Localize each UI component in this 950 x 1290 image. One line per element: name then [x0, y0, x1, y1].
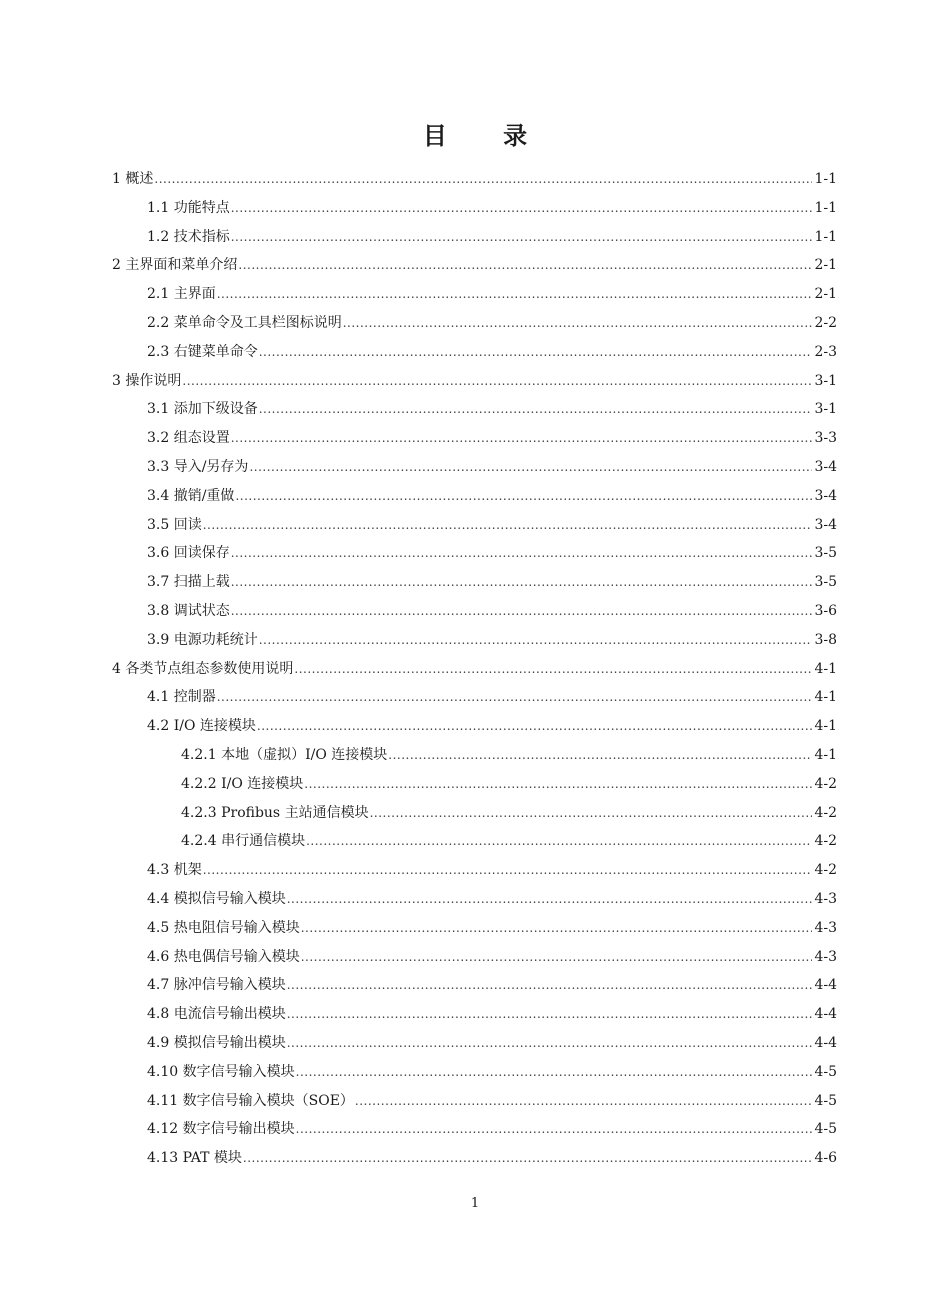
toc-dot-leader — [306, 827, 812, 856]
toc-dot-leader — [287, 885, 812, 914]
toc-entry[interactable] — [0, 453, 950, 482]
toc-entry-number: 4.2 — [147, 718, 170, 735]
toc-entry-number: 4.1 — [147, 689, 170, 706]
toc-entry-title: 电流信号输出模块 — [173, 1006, 286, 1023]
toc-dot-leader — [231, 194, 812, 223]
toc-dot-leader — [355, 1087, 812, 1116]
toc-entry-number: 2.3 — [147, 343, 170, 360]
toc-entry[interactable] — [0, 165, 950, 194]
toc-entry[interactable] — [0, 395, 950, 424]
toc-dot-leader — [301, 914, 812, 943]
toc-entry-number: 4.2.3 — [181, 804, 217, 821]
toc-dot-leader — [296, 1115, 812, 1144]
toc-entry-title: 热电偶信号输入模块 — [173, 948, 300, 965]
toc-dot-leader — [231, 424, 812, 453]
toc-dot-leader — [203, 856, 812, 885]
toc-dot-leader — [287, 1029, 812, 1058]
toc-entry-number: 4.2.4 — [181, 833, 217, 850]
toc-entry-page: 2-1 — [814, 257, 837, 274]
toc-entry[interactable] — [0, 482, 950, 511]
toc-entry-title: 主界面和菜单介绍 — [125, 257, 238, 274]
toc-entry-title: 电源功耗统计 — [173, 631, 258, 648]
toc-dot-leader — [370, 799, 812, 828]
toc-dot-leader — [249, 453, 812, 482]
toc-entry-number: 2 — [112, 257, 121, 274]
toc-entry-title: 模拟信号输出模块 — [173, 1034, 286, 1051]
toc-entry-title: 导入/另存为 — [173, 458, 249, 475]
toc-entry-title: 模拟信号输入模块 — [173, 890, 286, 907]
toc-dot-leader — [304, 770, 812, 799]
toc-entry-number: 2.2 — [147, 314, 170, 331]
toc-entry[interactable] — [0, 568, 950, 597]
toc-entry-title: 回读保存 — [173, 545, 230, 562]
toc-dot-leader — [231, 597, 812, 626]
toc-dot-leader — [217, 683, 812, 712]
toc-entry-number: 4.5 — [147, 919, 170, 936]
toc-entry-title: 调试状态 — [173, 602, 230, 619]
toc-entry[interactable] — [0, 1087, 950, 1116]
toc-entry-title: 操作说明 — [125, 372, 182, 389]
toc-entry-title: 技术指标 — [173, 228, 230, 245]
toc-entry-title: 右键菜单命令 — [173, 343, 258, 360]
toc-entry-number: 3.4 — [147, 487, 170, 504]
toc-entry-page: 3-4 — [814, 487, 837, 504]
toc-dot-leader — [294, 655, 812, 684]
toc-entry-number: 4.4 — [147, 890, 170, 907]
toc-entry[interactable] — [0, 223, 950, 252]
toc-entry-page: 4-4 — [814, 977, 837, 994]
toc-entry-page: 3-3 — [814, 430, 837, 447]
toc-dot-leader — [154, 165, 812, 194]
toc-entry[interactable] — [0, 251, 950, 280]
toc-entry[interactable] — [0, 424, 950, 453]
toc-dot-leader — [238, 251, 812, 280]
toc-entry-title: 各类节点组态参数使用说明 — [125, 660, 294, 677]
toc-entry-title: 主界面 — [173, 286, 216, 303]
toc-entry-page: 2-1 — [814, 286, 837, 303]
toc-entry[interactable] — [0, 511, 950, 540]
toc-entry-title: I/O 连接模块 — [173, 718, 256, 735]
toc-entry-page: 2-3 — [814, 343, 837, 360]
toc-entry-title: PAT 模块 — [182, 1150, 242, 1167]
toc-entry-number: 3.8 — [147, 602, 170, 619]
toc-entry-page: 3-4 — [814, 516, 837, 533]
toc-entry-number: 3.7 — [147, 574, 170, 591]
toc-entry-page: 3-5 — [814, 574, 837, 591]
toc-entry[interactable] — [0, 367, 950, 396]
toc-entry-title: 组态设置 — [173, 430, 230, 447]
page-number: 1 — [470, 1196, 480, 1211]
toc-entry-number: 3.1 — [147, 401, 170, 418]
toc-entry-number: 4.13 — [147, 1150, 179, 1167]
toc-dot-leader — [235, 482, 812, 511]
table-of-contents — [0, 165, 950, 1173]
toc-entry-title: 控制器 — [173, 689, 216, 706]
toc-entry-number: 4.3 — [147, 862, 170, 879]
toc-dot-leader — [231, 539, 812, 568]
toc-entry[interactable] — [0, 539, 950, 568]
toc-entry-page: 1-1 — [814, 171, 837, 187]
toc-entry-page: 4-2 — [814, 862, 837, 879]
toc-entry-title: 本地（虚拟）I/O 连接模块 — [221, 746, 388, 763]
toc-entry-page: 3-4 — [814, 458, 837, 475]
toc-entry-page: 4-3 — [814, 919, 837, 936]
toc-entry-page: 4-5 — [814, 1121, 837, 1138]
toc-entry[interactable] — [0, 971, 950, 1000]
toc-entry-number: 4.11 — [147, 1092, 179, 1109]
toc-entry-number: 2.1 — [147, 286, 170, 303]
toc-entry[interactable] — [0, 856, 950, 885]
toc-dot-leader — [243, 1144, 812, 1173]
toc-entry[interactable] — [0, 280, 950, 309]
toc-entry[interactable] — [0, 338, 950, 367]
toc-entry-number: 4.10 — [147, 1063, 179, 1080]
toc-entry-title: Profibus 主站通信模块 — [221, 804, 369, 821]
toc-entry-number: 4.9 — [147, 1034, 170, 1051]
toc-dot-leader — [296, 1058, 812, 1087]
toc-dot-leader — [231, 568, 812, 597]
toc-dot-leader — [182, 367, 812, 396]
toc-dot-leader — [203, 511, 812, 540]
toc-entry-title: 数字信号输出模块 — [182, 1121, 295, 1138]
toc-entry[interactable] — [0, 885, 950, 914]
toc-entry-page: 1-1 — [814, 228, 837, 245]
toc-entry-number: 3.5 — [147, 516, 170, 533]
toc-entry-number: 4.2.1 — [181, 746, 217, 763]
toc-entry-page: 4-4 — [814, 1006, 837, 1023]
toc-entry-number: 4.2.2 — [181, 775, 217, 792]
toc-entry-page: 3-1 — [814, 372, 837, 389]
toc-entry-title: 功能特点 — [173, 199, 230, 216]
toc-entry-page: 4-2 — [814, 775, 837, 792]
toc-dot-leader — [259, 626, 812, 655]
toc-dot-leader — [388, 741, 812, 770]
toc-entry-page: 4-1 — [814, 660, 837, 677]
toc-entry-page: 4-3 — [814, 948, 837, 965]
toc-entry-title: 概述 — [125, 171, 154, 187]
toc-entry-number: 3 — [112, 372, 121, 389]
toc-entry-page: 4-2 — [814, 804, 837, 821]
toc-entry-page: 3-5 — [814, 545, 837, 562]
toc-entry-number: 1 — [112, 171, 121, 187]
toc-entry-page: 2-2 — [814, 314, 837, 331]
toc-entry-number: 3.3 — [147, 458, 170, 475]
toc-entry-number: 1.2 — [147, 228, 170, 245]
toc-entry[interactable] — [0, 741, 950, 770]
toc-entry-number: 3.9 — [147, 631, 170, 648]
toc-entry-title: 脉冲信号输入模块 — [173, 977, 286, 994]
toc-entry-number: 3.2 — [147, 430, 170, 447]
toc-entry-title: 热电阻信号输入模块 — [173, 919, 300, 936]
toc-entry-page: 4-1 — [814, 718, 837, 735]
toc-entry[interactable] — [0, 655, 950, 684]
toc-entry-title: 串行通信模块 — [221, 833, 306, 850]
toc-entry-page: 4-2 — [814, 833, 837, 850]
toc-entry-title: 撤销/重做 — [173, 487, 235, 504]
toc-entry[interactable] — [0, 914, 950, 943]
toc-entry[interactable] — [0, 683, 950, 712]
toc-dot-leader — [259, 395, 812, 424]
toc-entry-number: 4.8 — [147, 1006, 170, 1023]
toc-entry[interactable] — [0, 1144, 950, 1173]
toc-entry-page: 4-1 — [814, 746, 837, 763]
toc-dot-leader — [301, 943, 812, 972]
toc-entry[interactable] — [0, 712, 950, 741]
toc-entry-page: 4-5 — [814, 1092, 837, 1109]
toc-entry-number: 4.7 — [147, 977, 170, 994]
toc-entry-title: 数字信号输入模块 — [182, 1063, 295, 1080]
toc-dot-leader — [231, 223, 812, 252]
toc-entry[interactable] — [0, 1058, 950, 1087]
toc-entry-title: 添加下级设备 — [173, 401, 258, 418]
toc-dot-leader — [343, 309, 812, 338]
toc-entry-number: 3.6 — [147, 545, 170, 562]
toc-entry-title: 回读 — [173, 516, 202, 533]
toc-entry-page: 3-8 — [814, 631, 837, 648]
toc-dot-leader — [217, 280, 812, 309]
toc-entry-page: 3-1 — [814, 401, 837, 418]
toc-entry[interactable] — [0, 194, 950, 223]
toc-dot-leader — [257, 712, 812, 741]
toc-entry-title: 扫描上载 — [173, 574, 230, 591]
toc-entry-page: 4-3 — [814, 890, 837, 907]
page-title: 目 录 — [422, 121, 552, 150]
toc-entry[interactable] — [0, 626, 950, 655]
toc-entry-page: 4-4 — [814, 1034, 837, 1051]
toc-entry-title: 机架 — [173, 862, 202, 879]
toc-dot-leader — [259, 338, 812, 367]
toc-entry-number: 4.12 — [147, 1121, 179, 1138]
toc-entry[interactable] — [0, 309, 950, 338]
toc-entry[interactable] — [0, 597, 950, 626]
toc-entry-number: 4 — [112, 660, 121, 677]
toc-entry[interactable] — [0, 1115, 950, 1144]
toc-entry-page: 4-6 — [814, 1150, 837, 1167]
toc-entry-page: 4-5 — [814, 1063, 837, 1080]
toc-entry-page: 4-1 — [814, 689, 837, 706]
toc-entry[interactable] — [0, 943, 950, 972]
toc-entry-page: 3-6 — [814, 602, 837, 619]
toc-dot-leader — [287, 971, 812, 1000]
toc-entry-number: 1.1 — [147, 199, 170, 216]
toc-entry[interactable] — [0, 1000, 950, 1029]
toc-dot-leader — [287, 1000, 812, 1029]
toc-entry[interactable] — [0, 1029, 950, 1058]
toc-entry[interactable] — [0, 770, 950, 799]
toc-entry-title: 菜单命令及工具栏图标说明 — [173, 314, 342, 331]
toc-entry-page: 1-1 — [814, 199, 837, 216]
toc-entry[interactable] — [0, 827, 950, 856]
toc-entry-number: 4.6 — [147, 948, 170, 965]
toc-entry-title: 数字信号输入模块（SOE） — [182, 1092, 354, 1109]
toc-entry-title: I/O 连接模块 — [221, 775, 304, 792]
toc-entry[interactable] — [0, 799, 950, 828]
